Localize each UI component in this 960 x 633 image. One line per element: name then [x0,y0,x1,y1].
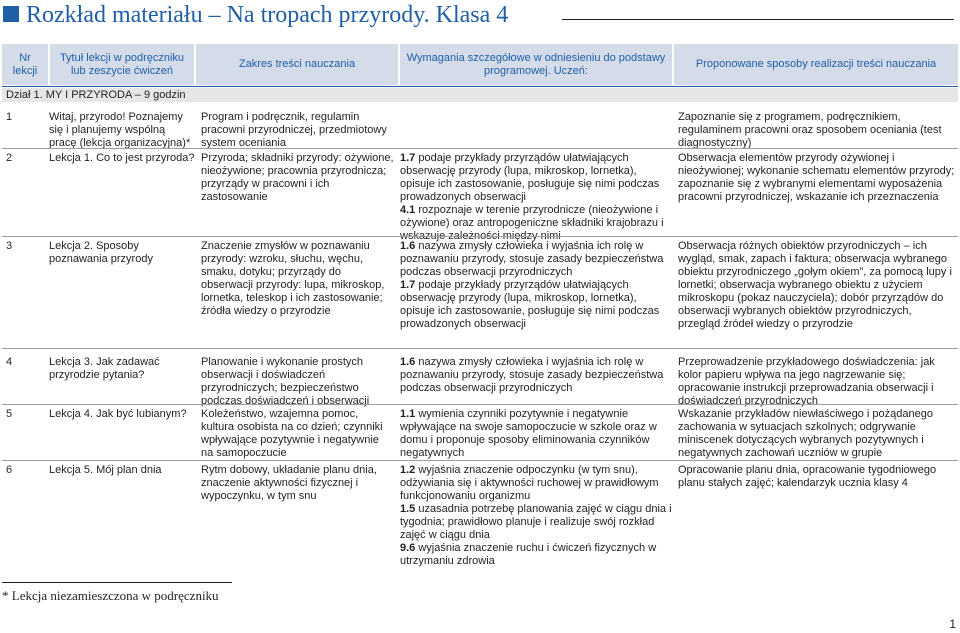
section-label: Dział 1. MY I PRZYRODA – 9 godzin [6,89,186,101]
cell-title: Witaj, przyrodo! Poznajemy się i planujemy wspólną pracę (lekcja organizacyjna)* [49,111,191,149]
cell-methods: Przeprowadzenie przykładowego doświadczenia: jak kolor papieru wpływa na jego nagrzewanie się; opracowanie instrukcji przeprowadzania obserwacji i doświadczeń przyrodniczych [678,356,935,407]
requirement-code: 1.7 [400,152,416,164]
requirement-text: wyjaśnia znaczenie odpoczynku (w tym snu), odżywiania się i aktywności ruchowej w prawidłowym funkcjonowaniu organizmu [400,464,659,502]
row-separator [2,404,958,405]
cell-nr: 1 [6,111,13,123]
title-rule [562,19,954,20]
requirement-text: uzasadnia potrzebę planowania zajęć w ciągu dnia i tygodnia; prawidłowo planuje i realizuje swój rozkład zajęć w ciągu dnia [400,503,672,541]
requirement-item [400,503,672,542]
row-separator [2,460,958,461]
cell-title: Lekcja 5. Mój plan dnia [49,464,162,476]
cell-nr: 5 [6,408,13,420]
requirement-text: nazywa zmysły człowieka i wyjaśnia ich rolę w poznawaniu przyrody, stosuje zasady bezpieczeństwa podczas obserwacji przyrodniczych [400,240,664,278]
requirement-text: podaje przykłady przyrządów ułatwiających obserwację przyrody (lupa, mikroskop, lornetka), opisuje ich zastosowanie, posługuje się nimi podczas prowadzonych obserwacji [400,152,660,203]
cell-scope: Planowanie i wykonanie prostych obserwacji i doświadczeń przyrodniczych; bezpieczeństwo podczas doświadczeń i obserwacji [201,356,370,407]
requirement-code: 1.1 [400,408,416,420]
cell-nr: 6 [6,464,13,476]
cell-requirements [400,464,672,568]
requirement-text: nazywa zmysły człowieka i wyjaśnia ich rolę w poznawaniu przyrody, stosuje zasady bezpieczeństwa podczas obserwacji przyrodniczych [400,356,664,394]
requirement-text: rozpoznaje w terenie przyrodnicze (nieożywione i ożywione) oraz antropogeniczne składniki krajobrazu i wskazuje zależności między nimi [400,204,664,242]
cell-scope: Program i podręcznik, regulamin pracowni przyrodniczej, przedmiotowy system oceniania [201,111,387,149]
row-separator [2,236,958,237]
cell-requirements [400,152,672,243]
cell-methods: Obserwacja elementów przyrody ożywionej i nieożywionej; wykonanie schematu elementów przyrody; zapoznanie się z wybranymi elementami wyposażenia pracowni przyrodniczej, wskazanie ich przeznaczenia [678,152,955,203]
row-separator [2,348,958,349]
footnote: * Lekcja niezamieszczona w podręczniku [2,588,219,603]
cell-methods: Wskazanie przykładów niewłaściwego i pożądanego zachowania w sytuacjach szkolnych; odgrywanie miniscenek dotyczących wybranych pozytywnych i negatywnych zachowań uczniów w grupie [678,408,933,459]
requirement-code: 4.1 [400,204,416,216]
requirement-item [400,408,672,460]
cell-title: Lekcja 4. Jak być lubianym? [49,408,187,420]
cell-methods: Opracowanie planu dnia, opracowanie tygodniowego planu stałych zajęć; kalendarzyk ucznia klasy 4 [678,464,937,489]
header-title: Tytuł lekcji w podręczniku lub zeszycie ćwiczeń [50,44,194,85]
cell-requirements [400,356,672,395]
cell-title: Lekcja 1. Co to jest przyroda? [49,152,195,164]
cell-scope: Przyroda; składniki przyrody: ożywione, nieożywione; pracownia przyrodnicza; przyrządy w pracowni i ich zastosowanie [201,152,394,203]
requirement-item [400,240,672,279]
requirement-item [400,204,672,243]
header-methods: Proponowane sposoby realizacji treści nauczania [674,44,958,85]
page-number: 1 [949,617,956,631]
title-square-icon [3,6,19,22]
requirement-code: 1.2 [400,464,416,476]
requirement-text: podaje przykłady przyrządów ułatwiających obserwację przyrody (lupa, mikroskop, lornetka), opisuje ich zastosowanie, posługuje się nimi podczas prowadzonych obserwacji [400,279,660,330]
cell-scope: Rytm dobowy, układanie planu dnia, znaczenie aktywności fizycznej i wypoczynku, w tym snu [201,464,377,502]
requirement-text: wymienia czynniki pozytywnie i negatywnie wpływające na swoje samopoczucie w szkole oraz w domu i proponuje sposoby eliminowania czynników negatywnych [400,408,657,459]
cell-scope: Znaczenie zmysłów w poznawaniu przyrody: wzroku, słuchu, węchu, smaku, dotyku; przyrządy do obserwacji przyrody: lupa, mikroskop, lornetka, teleskop i ich zastosowanie; źródła wiedzy o przyrodzie [201,240,385,317]
cell-requirements [400,240,672,331]
row-separator [2,148,958,149]
cell-methods: Zapoznanie się z programem, podręcznikiem, regulaminem pracowni oraz sposobem oceniania (test diagnostyczny) [678,111,942,149]
requirement-text: wyjaśnia znaczenie ruchu i ćwiczeń fizycznych w utrzymaniu zdrowia [400,542,657,567]
header-requirements: Wymagania szczegółowe w odniesieniu do podstawy programowej. Uczeń: [400,44,672,85]
requirement-item [400,279,672,331]
requirement-item [400,152,672,204]
requirement-code: 1.6 [400,356,416,368]
header-scope: Zakres treści nauczania [196,44,398,85]
cell-nr: 4 [6,356,13,368]
requirement-code: 1.6 [400,240,416,252]
section-row [2,88,958,102]
cell-title: Lekcja 3. Jak zadawać przyrodzie pytania? [49,356,160,381]
cell-scope: Koleżeństwo, wzajemna pomoc, kultura osobista na co dzień; czynniki wpływające pozytywnie i negatywnie na samopoczucie [201,408,383,459]
requirement-code: 9.6 [400,542,416,554]
requirement-code: 1.5 [400,503,416,515]
cell-requirements [400,408,672,460]
header-underline [2,86,958,87]
cell-title: Lekcja 2. Sposoby poznawania przyrody [49,240,153,265]
footnote-rule [2,582,232,583]
requirement-code: 1.7 [400,279,416,291]
cell-nr: 2 [6,152,13,164]
header-nr: Nr lekcji [2,44,48,85]
page-title: Rozkład materiału – Na tropach przyrody. Klasa 4 [26,2,509,28]
requirement-item [400,356,672,395]
requirement-item [400,464,672,503]
page-header [0,0,960,30]
requirement-item [400,542,672,568]
cell-nr: 3 [6,240,13,252]
cell-methods: Obserwacja różnych obiektów przyrodniczych – ich wygląd, smak, zapach i faktura; obserwacja wybranego obiektu przyrodniczego „gołym okiem”, za pomocą lupy i lornetki; obserwacja wybranego obiektu z użyciem mikroskopu (pokaz nauczyciela); dobór przyrządów do obserwacji wybranych obiektów przyrodniczych, przegląd źródeł wiedzy o przyrodzie [678,240,952,330]
